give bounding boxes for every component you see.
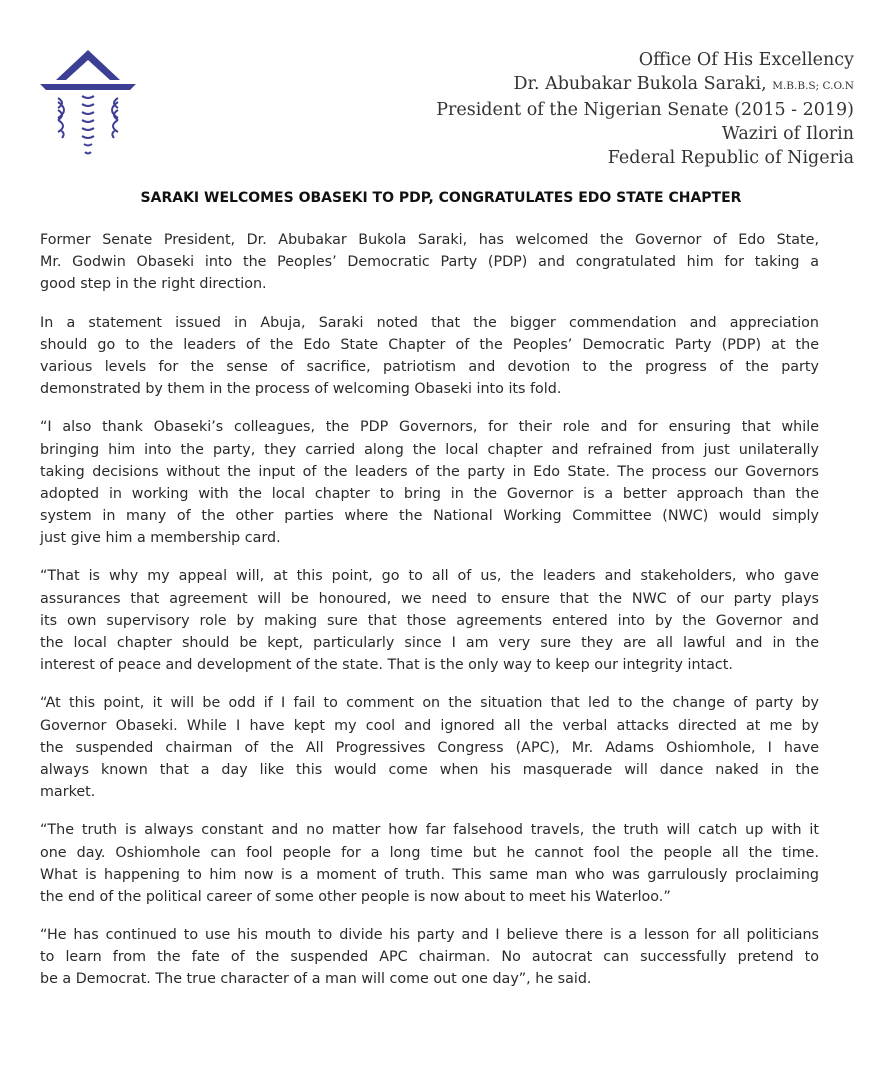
paragraph-line: adopted in working with the local chapter to bring in the Governor is a better approach than the <box>40 485 819 502</box>
paragraph <box>40 312 819 401</box>
paragraph <box>40 924 819 991</box>
letterhead-title: Waziri of Ilorin <box>721 124 854 144</box>
paragraph-line: Governor Obaseki. While I have kept my cool and ignored all the verbal attacks directed at me by <box>40 717 819 734</box>
paragraph-line: to learn from the fate of the suspended APC chairman. No autocrat can successfully pretend to <box>40 949 819 966</box>
paragraph-line: “I also thank Obaseki’s colleagues, the PDP Governors, for their role and for ensuring that while <box>40 419 819 436</box>
paragraph-line: various levels for the sense of sacrifice, patriotism and devotion to the progress of the party <box>40 358 819 375</box>
paragraph-line: system in many of the other parties where the National Working Committee (NWC) would simply <box>40 508 819 525</box>
paragraph-line: market. <box>40 784 96 801</box>
paragraph-line: Mr. Godwin Obaseki into the Peoples’ Democratic Party (PDP) and congratulated him for taking a <box>40 254 819 271</box>
paragraph-line: its own supervisory role by making sure that those agreements entered into by the Governor and <box>40 612 819 629</box>
paragraph-line: the end of the political career of some other people is now about to meet his Waterloo.” <box>40 888 671 905</box>
paragraph-line: the suspended chairman of the All Progressives Congress (APC), Mr. Adams Oshiomhole, I have <box>40 739 819 756</box>
paragraph-line: be a Democrat. The true character of a man will come out one day”, he said. <box>40 971 592 988</box>
press-release-headline: SARAKI WELCOMES OBASEKI TO PDP, CONGRATULATES EDO STATE CHAPTER <box>140 190 742 206</box>
paragraph-line: What is happening to him now is a moment of truth. This same man who was garrulously proclaiming <box>40 866 819 883</box>
letterhead-country: Federal Republic of Nigeria <box>607 148 854 168</box>
paragraph-line: Former Senate President, Dr. Abubakar Bukola Saraki, has welcomed the Governor of Edo State, <box>40 232 819 248</box>
paragraph-line: should go to the leaders of the Edo State Chapter of the Peoples’ Democratic Party (PDP) at the <box>40 336 819 353</box>
paragraph-line: the local chapter should be kept, particularly since I am very sure they are all lawful and in the <box>40 635 819 651</box>
paragraph <box>40 692 819 803</box>
paragraph-line: “At this point, it will be odd if I fail to comment on the situation that led to the change of party by <box>40 695 819 712</box>
press-release-body <box>40 229 819 1007</box>
letterhead <box>436 48 854 170</box>
letterhead-name: Dr. Abubakar Bukola Saraki, <box>513 74 767 94</box>
paragraph-line: interest of peace and development of the state. That is the only way to keep our integrity intact. <box>40 657 733 674</box>
paragraph-line: “The truth is always constant and no matter how far falsehood travels, the truth will catch up with it <box>40 822 819 839</box>
paragraph <box>40 565 819 676</box>
paragraph <box>40 229 819 296</box>
paragraph-line: one day. Oshiomhole can fool people for a long time but he cannot fool the people all the time. <box>40 844 819 861</box>
letterhead-position: President of the Nigerian Senate (2015 - 2019) <box>436 100 854 120</box>
paragraph-line: good step in the right direction. <box>40 276 267 293</box>
paragraph-line: assurances that agreement will be honoured, we need to ensure that the NWC of our party plays <box>40 590 819 607</box>
senate-pillar-logo <box>38 50 138 170</box>
paragraph-line: “That is why my appeal will, at this point, go to all of us, the leaders and stakeholders, who gave <box>40 568 819 585</box>
letterhead-name-line <box>436 72 854 98</box>
letterhead-office: Office Of His Excellency <box>638 50 854 70</box>
paragraph-line: demonstrated by them in the process of welcoming Obaseki into its fold. <box>40 381 562 398</box>
paragraph-line: taking decisions without the input of the leaders of the party in Edo State. The process our Governors <box>40 463 819 480</box>
paragraph <box>40 819 819 908</box>
paragraph-line: just give him a membership card. <box>40 530 281 547</box>
paragraph <box>40 416 819 549</box>
paragraph-line: In a statement issued in Abuja, Saraki noted that the bigger commendation and appreciation <box>40 314 819 331</box>
paragraph-line: always known that a day like this would come when his masquerade will dance naked in the <box>40 761 819 778</box>
paragraph-line: bringing him into the party, they carried along the local chapter and refrained from just unilaterally <box>40 441 819 458</box>
paragraph-line: “He has continued to use his mouth to divide his party and I believe there is a lesson for all politicians <box>40 927 819 944</box>
letterhead-honours: M.B.B.S; C.O.N <box>772 80 854 92</box>
